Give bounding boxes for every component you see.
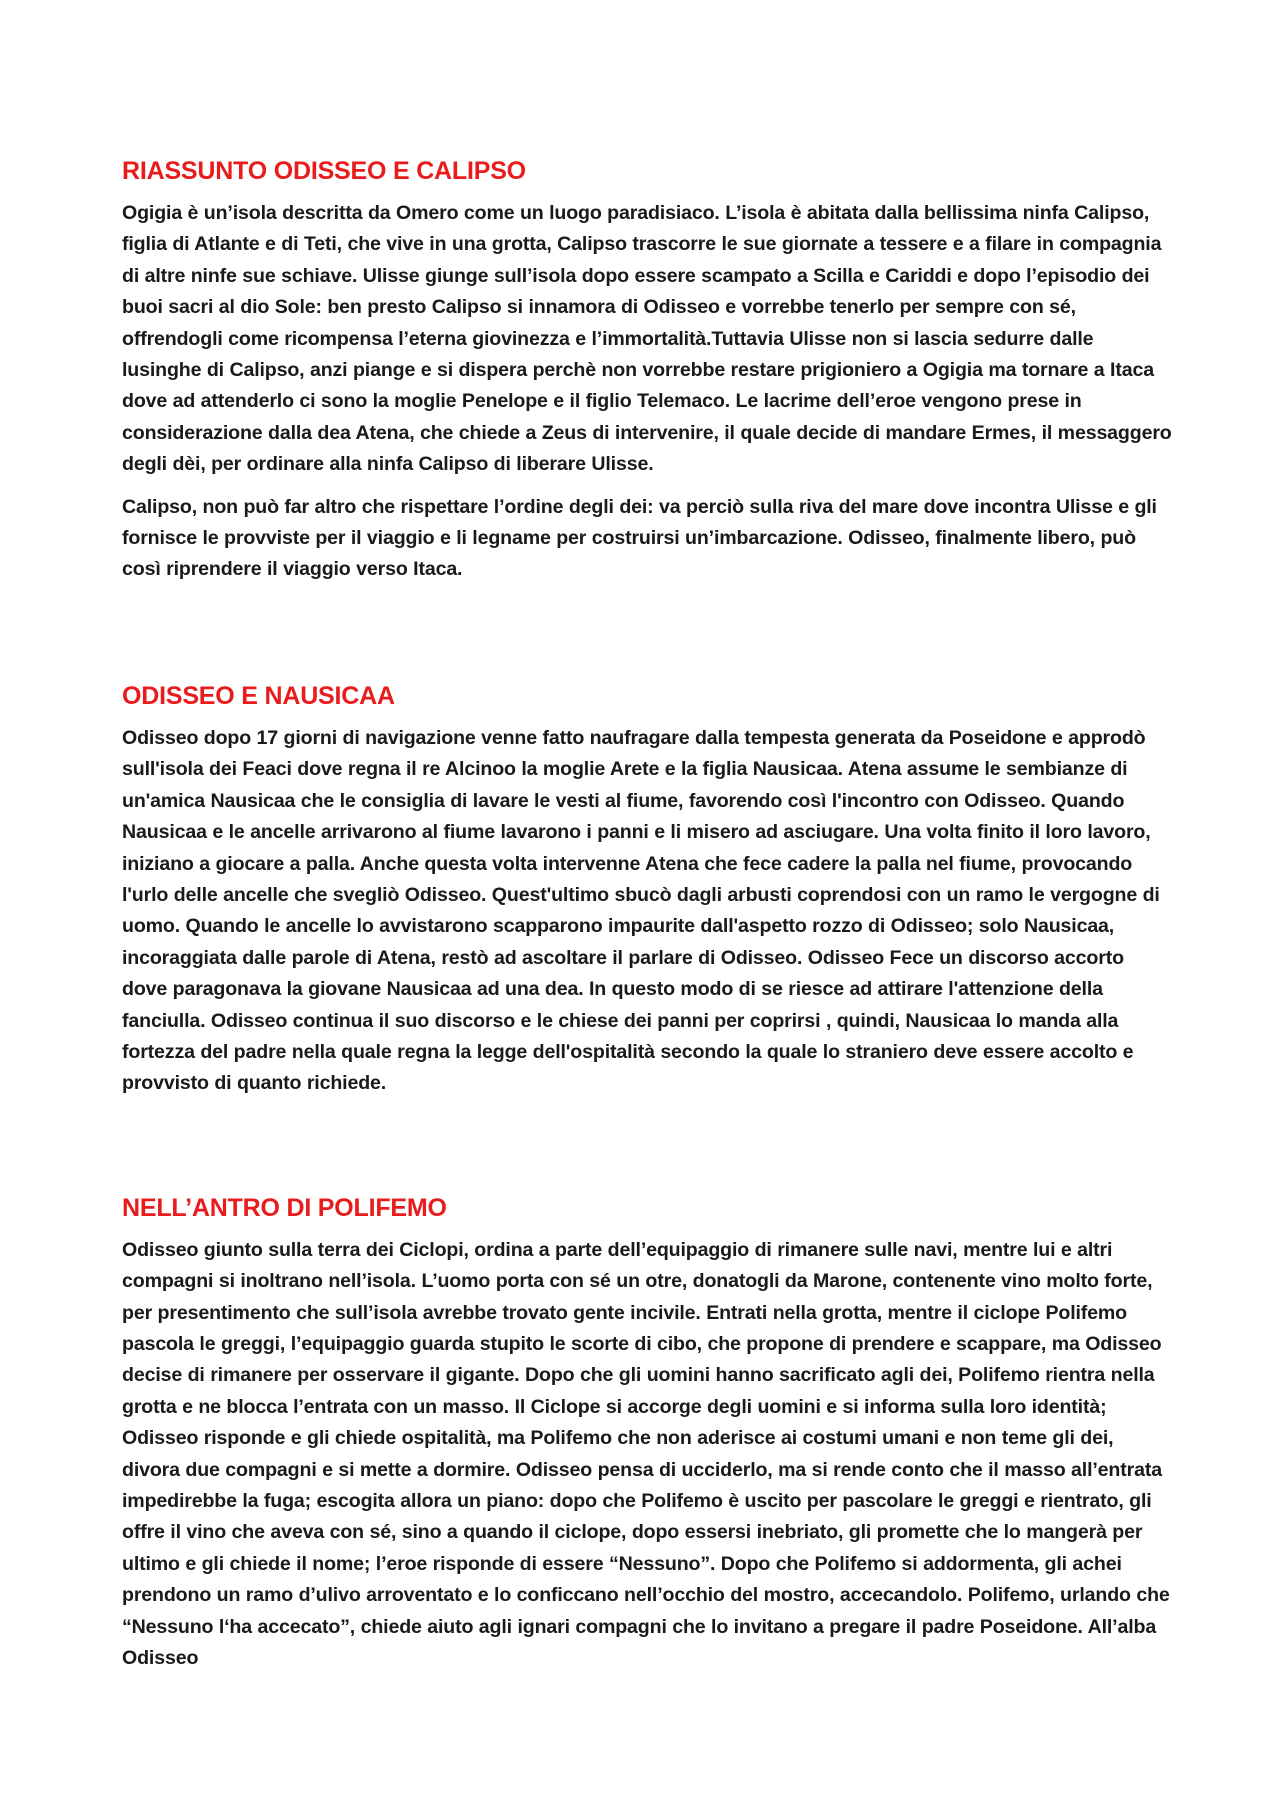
section-heading-calipso: RIASSUNTO ODISSEO E CALIPSO <box>122 157 526 185</box>
section-polifemo <box>122 1189 1172 1675</box>
section-heading-polifemo: NELL’ANTRO DI POLIFEMO <box>122 1193 447 1222</box>
paragraph-calipso-1: Ogigia è un’isola descritta da Omero come un luogo paradisiaco. L’isola è abitata dalla bellissima ninfa Calipso, figlia di Atlante e di Teti, che vive in una grotta, Calipso trascorre le sue giornate a tessere e a filare in compagnia di altre ninfe sue schiave. Ulisse giunge sull’isola dopo essere scampato a Scilla e Cariddi e dopo l’episodio dei buoi sacri al dio Sole: ben presto Calipso si innamora di Odisseo e vorrebbe tenerlo per sempre con sé, offrendogli come ricompensa l’eterna giovinezza e l’immortalità.Tuttavia Ulisse non si lascia sedurre dalle lusinghe di Calipso, anzi piange e si dispera perchè non vorrebbe restare prigioniero a Ogigia ma tornare a Itaca dove ad attenderlo ci sono la moglie Penelope e il figlio Telemaco. Le lacrime dell’eroe vengono prese in considerazione dalla dea Atena, che chiede a Zeus di intervenire, il quale decide di mandare Ermes, il messaggero degli dèi, per ordinare alla ninfa Calipso di liberare Ulisse. <box>122 202 1172 476</box>
section-spacer <box>122 597 1172 677</box>
section-nausicaa <box>122 677 1172 1100</box>
section-calipso <box>122 152 1172 586</box>
paragraph-nausicaa-1: Odisseo dopo 17 giorni di navigazione venne fatto naufragare dalla tempesta generata da Poseidone e approdò sull'isola dei Feaci dove regna il re Alcinoo la moglie Arete e la figlia Nausicaa. Atena assume le sembianze di un'amica Nausicaa che le consiglia di lavare le vesti al fiume, favorendo così l'incontro con Odisseo. Quando Nausicaa e le ancelle arrivarono al fiume lavarono i panni e li misero ad asciugare. Una volta finito il loro lavoro, iniziano a giocare a palla. Anche questa volta intervenne Atena che fece cadere la palla nel fiume, provocando l'urlo delle ancelle che svegliò Odisseo. Quest'ultimo sbucò dagli arbusti coprendosi con un ramo le vergogne di uomo. Quando le ancelle lo avvistarono scapparono impaurite dall'aspetto rozzo di Odisseo; solo Nausicaa, incoraggiata dalle parole di Atena, restò ad ascoltare il parlare di Odisseo. Odisseo Fece un discorso accorto dove paragonava la giovane Nausicaa ad una dea. In questo modo di se riesce ad attirare l'attenzione della fanciulla. Odisseo continua il suo discorso e le chiese dei panni per coprirsi , quindi, Nausicaa lo manda alla fortezza del padre nella quale regna la legge dell'ospitalità secondo la quale lo straniero deve essere accolto e provvisto di quanto richiede. <box>122 726 1160 1095</box>
section-heading-nausicaa: ODISSEO E NAUSICAA <box>122 681 395 710</box>
paragraph-calipso-2: Calipso, non può far altro che rispettare l’ordine degli dei: va perciò sulla riva del mare dove incontra Ulisse e gli fornisce le provviste per il viaggio e li legname per costruirsi un’imbarcazione. Odisseo, finalmente libero, può così riprendere il viaggio verso Itaca. <box>122 495 1157 581</box>
section-spacer <box>122 1111 1172 1189</box>
paragraph-polifemo-1: Odisseo giunto sulla terra dei Ciclopi, ordina a parte dell’equipaggio di rimanere sulle navi, mentre lui e altri compagni si inoltrano nell’isola. L’uomo porta con sé un otre, donatogli da Marone, contenente vino molto forte, per presentimento che sull’isola avrebbe trovato gente incivile. Entrati nella grotta, mentre il ciclope Polifemo pascola le greggi, l’equipaggio guarda stupito le scorte di cibo, che propone di prendere e scappare, ma Odisseo decise di rimanere per osservare il gigante. Dopo che gli uomini hanno sacrificato agli dei, Polifemo rientra nella grotta e ne blocca l’entrata con un masso. Il Ciclope si accorge degli uomini e si informa sulla loro identità; Odisseo risponde e gli chiede ospitalità, ma Polifemo che non aderisce ai costumi umani e non teme gli dei, divora due compagni e si mette a dormire. Odisseo pensa di ucciderlo, ma si rende conto che il masso all’entrata impedirebbe la fuga; escogita allora un piano: dopo che Polifemo è uscito per pascolare le greggi e rientrato, gli offre il vino che aveva con sé, sino a quando il ciclope, dopo essersi inebriato, gli promette che lo mangerà per ultimo e gli chiede il nome; l’eroe risponde di essere “Nessuno”. Dopo che Polifemo si addormenta, gli achei prendono un ramo d’ulivo arroventato e lo conficcano nell’occhio del mostro, accecandolo. Polifemo, urlando che “Nessuno l‘ha accecato”, chiede aiuto agli ignari compagni che lo invitano a pregare il padre Poseidone. All’alba Odisseo <box>122 1238 1170 1670</box>
document-page <box>122 152 1172 1685</box>
